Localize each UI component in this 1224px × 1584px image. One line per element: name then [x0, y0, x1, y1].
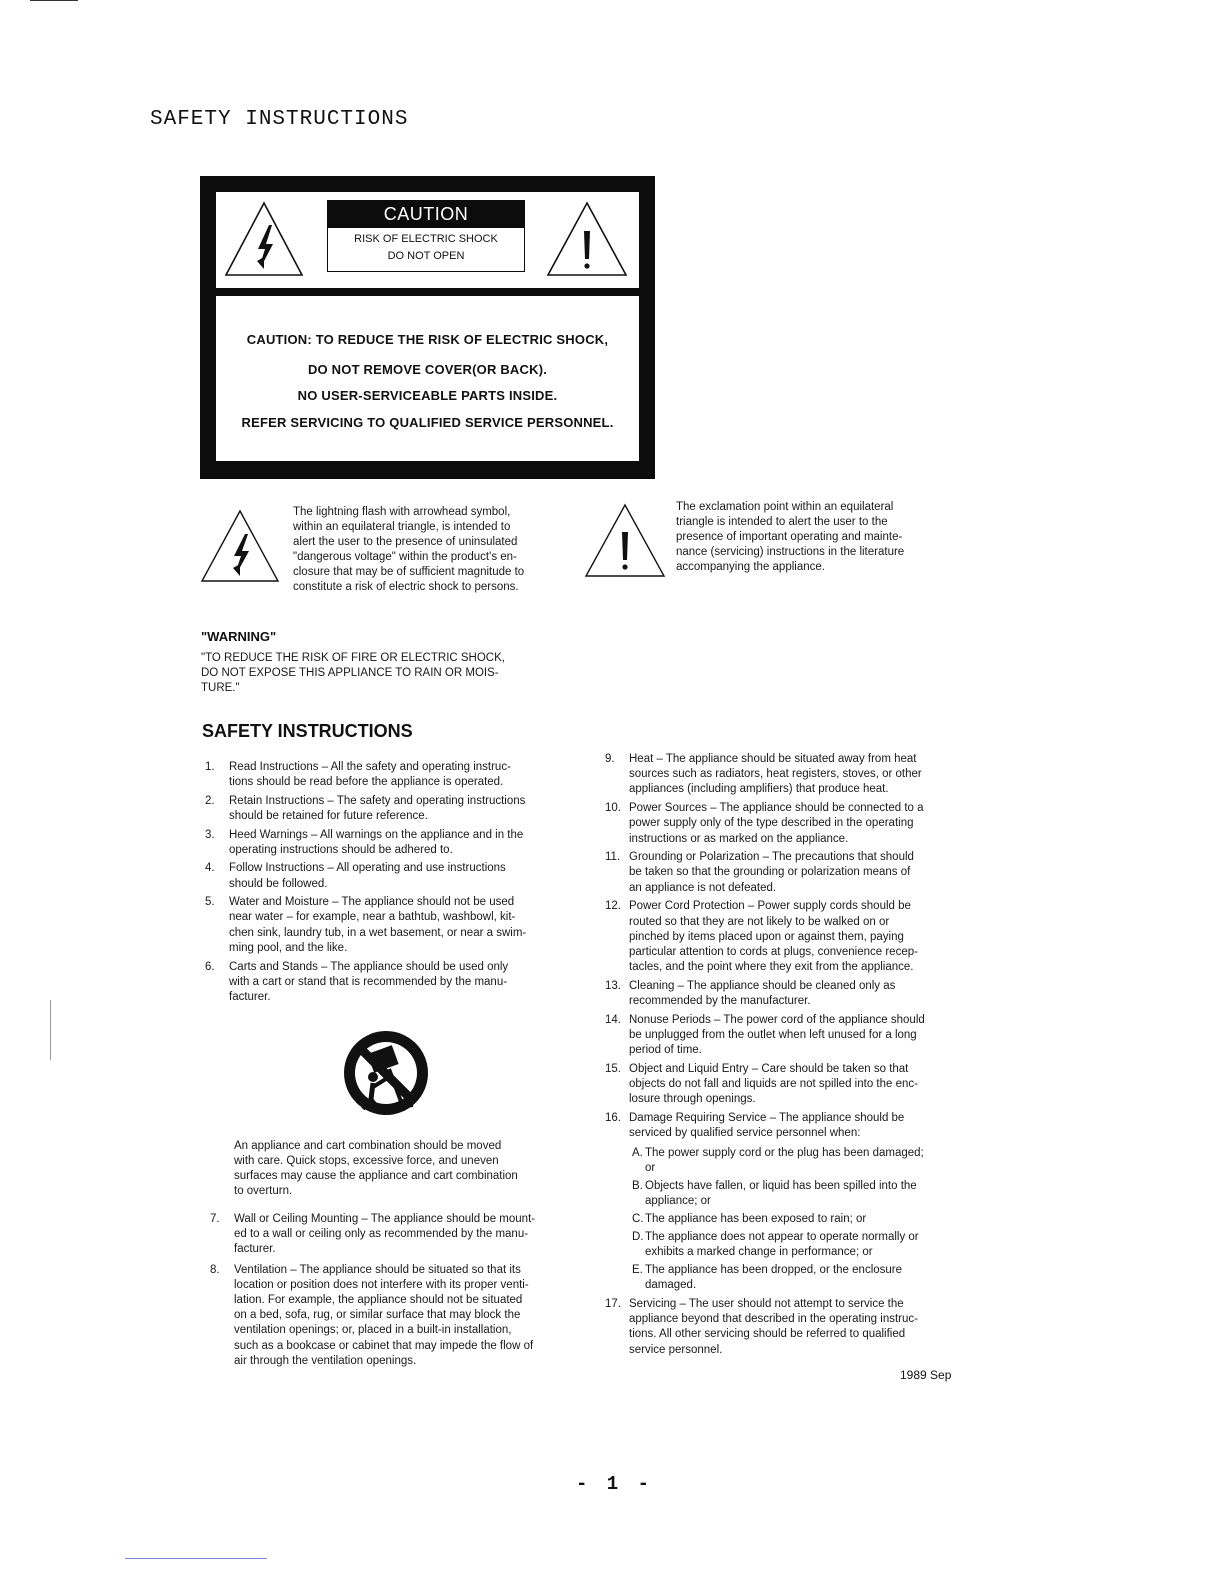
text-line: Retain Instructions – The safety and operating instructions — [229, 794, 526, 807]
text-line: sources such as radiators, heat registers, stoves, or other — [629, 768, 922, 781]
text-line: facturer. — [234, 1243, 276, 1256]
page-number: - 1 - — [576, 1473, 654, 1495]
text-line: appliance; or — [645, 1195, 711, 1207]
condition-item-text — [645, 1263, 902, 1293]
text-line: Read Instructions – All the safety and operating instruc- — [229, 761, 511, 773]
caution-label-body — [327, 228, 525, 272]
text-line: within an equilateral triangle, is intended to — [293, 521, 511, 533]
instruction-item-text — [234, 1263, 533, 1369]
text-line: particular attention to cords at plugs, convenience recep- — [629, 945, 918, 958]
instruction-item-number: 9. — [605, 753, 615, 765]
instruction-item-number: 5. — [205, 896, 215, 909]
text-line: Objects have fallen, or liquid has been spilled into the — [645, 1180, 917, 1192]
text-line: Damage Requiring Service – The appliance should be — [629, 1112, 905, 1124]
revision-date: 1989 Sep — [900, 1368, 952, 1382]
text-line: Power Sources – The appliance should be connected to a — [629, 802, 924, 815]
text-line: ventilation openings; or, placed in a built-in installation, — [234, 1324, 512, 1337]
lightning-description — [293, 505, 563, 595]
text-line: ed to a wall or ceiling only as recommended by the manu- — [234, 1228, 529, 1241]
text-line: be taken so that the grounding or polarization means of — [629, 866, 911, 879]
instruction-item-number: 16. — [605, 1112, 621, 1124]
text-line: accompanying the appliance. — [676, 561, 825, 573]
text-line: be unplugged from the outlet when left unused for a long — [629, 1029, 917, 1041]
text-line: period of time. — [629, 1044, 702, 1057]
instruction-item-number: 2. — [205, 794, 215, 807]
condition-item-text — [645, 1146, 924, 1176]
exclamation-triangle-icon — [582, 502, 668, 580]
instruction-item-number: 13. — [605, 980, 621, 992]
scan-mark — [30, 0, 78, 1]
condition-item-number: D. — [632, 1231, 644, 1243]
text-line: pinched by items placed upon or against them, paying — [629, 930, 904, 943]
instruction-item-text — [229, 861, 506, 891]
text-line: The lightning flash with arrowhead symbol, — [293, 506, 511, 518]
text-line: near water – for example, near a bathtub, washbowl, kit- — [229, 911, 516, 924]
text-line: DO NOT EXPOSE THIS APPLIANCE TO RAIN OR MOIS- — [201, 667, 499, 679]
instruction-item-text — [229, 760, 511, 790]
text-line: The appliance has been exposed to rain; or — [645, 1213, 867, 1225]
text-line: The appliance does not appear to operate normally or — [645, 1231, 919, 1243]
text-line: Nonuse Periods – The power cord of the appliance should — [629, 1013, 925, 1026]
text-line: air through the ventilation openings. — [234, 1354, 417, 1367]
instruction-item-text — [229, 895, 526, 956]
text-line: The power supply cord or the plug has been damaged; — [645, 1147, 924, 1159]
lightning-triangle-icon — [222, 199, 306, 279]
text-line: Cleaning – The appliance should be cleaned only as — [629, 980, 896, 992]
exclamation-description — [676, 500, 946, 575]
text-line: tacles, and the point where they exit from the appliance. — [629, 961, 914, 974]
exclamation-triangle-icon — [544, 199, 630, 279]
instruction-item-text — [629, 899, 918, 975]
text-line: objects do not fall and liquids are not spilled into the enc- — [629, 1078, 918, 1091]
instruction-item-text — [629, 1013, 925, 1059]
text-line: "dangerous voltage" within the product's en- — [293, 551, 517, 563]
text-line: such as a bookcase or cabinet that may impede the flow of — [234, 1339, 534, 1352]
caution-line: NO USER-SERVICEABLE PARTS INSIDE. — [297, 388, 558, 403]
caution-line: REFER SERVICING TO QUALIFIED SERVICE PERSONNEL. — [241, 415, 614, 430]
instruction-item-text — [229, 794, 525, 824]
text-line: or — [645, 1162, 656, 1174]
text-line: closure that may be of sufficient magnitude to — [293, 566, 525, 578]
warning-text — [201, 651, 541, 696]
text-line: with care. Quick stops, excessive force, and uneven — [234, 1155, 499, 1167]
caution-statement — [216, 296, 639, 461]
text-line: lation. For example, the appliance should not be situated — [234, 1294, 523, 1306]
instruction-item-number: 12. — [605, 900, 621, 913]
condition-item-number: C. — [632, 1213, 644, 1225]
instruction-item-text — [629, 1111, 904, 1141]
text-line: Heat – The appliance should be situated away from heat — [629, 753, 917, 765]
condition-item-text — [645, 1212, 866, 1227]
text-line: Carts and Stands – The appliance should be used only — [229, 960, 509, 973]
text-line: should be followed. — [229, 877, 328, 890]
text-line: service personnel. — [629, 1343, 723, 1356]
condition-item-text — [645, 1230, 919, 1260]
cart-warning-text — [234, 1139, 564, 1199]
instruction-item-text — [629, 801, 924, 847]
text-line: chen sink, laundry tub, in a wet basement, or near a swim- — [229, 926, 527, 939]
instruction-item-number: 3. — [205, 828, 215, 841]
condition-item-number: A. — [632, 1147, 643, 1159]
caution-label-heading: CAUTION — [327, 200, 525, 228]
text-line: power supply only of the type described in the operating — [629, 817, 914, 830]
text-line: tions should be read before the appliance is operated. — [229, 776, 504, 789]
instruction-item-text — [234, 1212, 535, 1258]
instruction-item-text — [229, 960, 508, 1006]
text-line: on a bed, sofa, rug, or similar surface that may block the — [234, 1309, 521, 1322]
instruction-item-number: 11. — [605, 851, 621, 864]
text-line: routed so that they are not likely to be walked on or — [629, 915, 890, 928]
instruction-item-text — [629, 752, 922, 798]
text-line: appliance beyond that described in the operating instruc- — [629, 1313, 918, 1326]
text-line: exhibits a marked change in performance; or — [645, 1246, 873, 1258]
instruction-item-number: 4. — [205, 862, 215, 875]
text-line: constitute a risk of electric shock to persons. — [293, 581, 519, 593]
condition-item-text — [645, 1179, 917, 1209]
text-line: with a cart or stand that is recommended by the manu- — [229, 976, 508, 988]
caution-label-line1: RISK OF ELECTRIC SHOCK — [354, 233, 498, 245]
lightning-triangle-icon — [199, 508, 281, 584]
text-line: The exclamation point within an equilateral — [676, 501, 894, 513]
text-line: an appliance is not defeated. — [629, 881, 777, 894]
condition-item-number: B. — [632, 1180, 643, 1192]
instruction-item-number: 1. — [205, 761, 215, 773]
text-line: Wall or Ceiling Mounting – The appliance should be mount- — [234, 1213, 536, 1225]
text-line: Servicing – The user should not attempt to service the — [629, 1298, 904, 1310]
instruction-item-number: 8. — [210, 1263, 220, 1276]
text-line: presence of important operating and mainte- — [676, 531, 903, 543]
caution-panel — [200, 176, 655, 479]
instruction-item-text — [229, 828, 523, 858]
text-line: ming pool, and the like. — [229, 941, 348, 954]
instruction-item-number: 10. — [605, 802, 621, 815]
scan-mark — [50, 1000, 51, 1060]
text-line: Water and Moisture – The appliance should not be used — [229, 896, 515, 909]
text-line: instructions or as marked on the appliance. — [629, 832, 849, 845]
text-line: serviced by qualified service personnel when: — [629, 1127, 861, 1140]
caution-label-line2: DO NOT OPEN — [387, 250, 465, 262]
text-line: tions. All other servicing should be referred to qualified — [629, 1328, 906, 1341]
warning-heading: "WARNING" — [201, 629, 277, 644]
caution-label-area — [216, 192, 639, 288]
text-line: Heed Warnings – All warnings on the appliance and in the — [229, 828, 524, 841]
no-cart-tipover-icon — [337, 1027, 435, 1119]
section-title: SAFETY INSTRUCTIONS — [202, 721, 413, 741]
text-line: TURE." — [201, 682, 240, 694]
instruction-item-text — [629, 979, 895, 1009]
text-line: to overturn. — [234, 1185, 293, 1197]
text-line: should be retained for future reference. — [229, 810, 428, 822]
text-line: "TO REDUCE THE RISK OF FIRE OR ELECTRIC SHOCK, — [201, 652, 505, 664]
text-line: Object and Liquid Entry – Care should be taken so that — [629, 1062, 909, 1075]
instruction-item-text — [629, 1297, 918, 1358]
page-header-title: SAFETY INSTRUCTIONS — [150, 108, 409, 131]
instruction-item-number: 14. — [605, 1013, 621, 1026]
instruction-item-number: 7. — [210, 1213, 220, 1225]
text-line: triangle is intended to alert the user to the — [676, 516, 888, 528]
text-line: Power Cord Protection – Power supply cords should be — [629, 900, 911, 913]
text-line: operating instructions should be adhered to. — [229, 843, 453, 856]
text-line: location or position does not interfere with its proper venti- — [234, 1278, 529, 1291]
instruction-item-number: 6. — [205, 960, 215, 973]
scan-mark — [125, 1558, 267, 1559]
text-line: appliances (including amplifiers) that produce heat. — [629, 783, 889, 796]
caution-line: CAUTION: TO REDUCE THE RISK OF ELECTRIC SHOCK, — [246, 332, 609, 347]
text-line: surfaces may cause the appliance and cart combination — [234, 1170, 518, 1182]
text-line: Ventilation – The appliance should be situated so that its — [234, 1263, 521, 1276]
text-line: facturer. — [229, 991, 271, 1004]
text-line: nance (servicing) instructions in the literature — [676, 546, 905, 558]
text-line: losure through openings. — [629, 1093, 756, 1106]
caution-label — [327, 200, 525, 272]
caution-line: DO NOT REMOVE COVER(OR BACK). — [307, 362, 548, 377]
text-line: The appliance has been dropped, or the enclosure — [645, 1264, 903, 1276]
instruction-item-text — [629, 1062, 918, 1108]
text-line: An appliance and cart combination should be moved — [234, 1140, 502, 1152]
text-line: alert the user to the presence of uninsulated — [293, 536, 518, 548]
instruction-item-number: 17. — [605, 1298, 621, 1310]
instruction-item-number: 15. — [605, 1062, 621, 1075]
instruction-item-text — [629, 850, 914, 896]
text-line: Follow Instructions – All operating and use instructions — [229, 862, 506, 875]
text-line: damaged. — [645, 1279, 697, 1291]
text-line: Grounding or Polarization – The precautions that should — [629, 851, 914, 864]
text-line: recommended by the manufacturer. — [629, 995, 811, 1008]
condition-item-number: E. — [632, 1264, 643, 1276]
